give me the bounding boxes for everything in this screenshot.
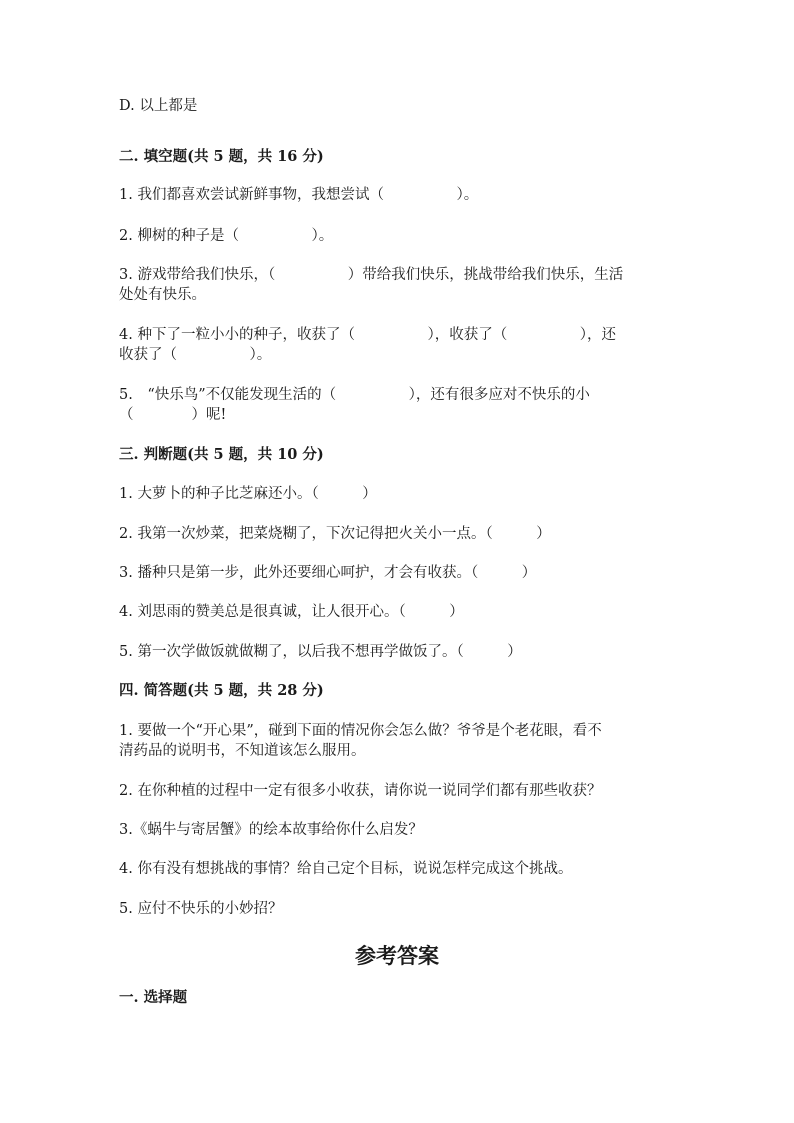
- section-heading-true-false: 三. 判断题(共 5 题，共 10 分): [119, 446, 324, 463]
- question-tf-1: 1. 大萝卜的种子比芝麻还小。（ ）: [119, 486, 377, 502]
- question-short-4: 4. 你有没有想挑战的事情？给自己定个目标，说说怎样完成这个挑战。: [119, 861, 573, 877]
- question-fill-2: 2. 柳树的种子是（ ）。: [119, 228, 334, 244]
- question-fill-3: 3. 游戏带给我们快乐，（ ）带给我们快乐，挑战带给我们快乐，生活 处处有快乐。: [119, 267, 624, 303]
- option-d: D. 以上都是: [119, 98, 198, 114]
- question-tf-4: 4. 刘思雨的赞美总是很真诚，让人很开心。（ ）: [119, 604, 464, 620]
- section-heading-short-answer: 四. 简答题(共 5 题，共 28 分): [119, 682, 324, 699]
- question-short-1: 1. 要做一个“开心果”，碰到下面的情况你会怎么做？爷爷是个老花眼，看不 清药品的说明书，不知道该怎么服用。: [119, 723, 602, 759]
- question-short-5: 5. 应付不快乐的小妙招？: [119, 901, 283, 917]
- question-short-2: 2. 在你种植的过程中一定有很多小收获，请你说一说同学们都有那些收获？: [119, 783, 602, 799]
- question-fill-4: 4. 种下了一粒小小的种子，收获了（ ），收获了（ ），还 收获了（ ）。: [119, 327, 616, 363]
- question-tf-2: 2. 我第一次炒菜，把菜烧糊了，下次记得把火关小一点。（ ）: [119, 526, 551, 542]
- question-fill-5: 5. “快乐鸟”不仅能发现生活的（ ），还有很多应对不快乐的小 （ ）呢!: [119, 387, 590, 423]
- question-short-3: 3.《蜗牛与寄居蟹》的绘本故事给你什么启发？: [119, 822, 423, 838]
- question-tf-3: 3. 播种只是第一步，此外还要细心呵护，才会有收获。（ ）: [119, 565, 537, 581]
- question-fill-1: 1. 我们都喜欢尝试新鲜事物，我想尝试（ ）。: [119, 187, 479, 203]
- answers-section-heading: 一. 选择题: [119, 989, 188, 1006]
- section-heading-fill-in: 二. 填空题(共 5 题，共 16 分): [119, 148, 324, 165]
- answers-title: 参考答案: [355, 943, 439, 968]
- question-tf-5: 5. 第一次学做饭就做糊了，以后我不想再学做饭了。（ ）: [119, 644, 522, 660]
